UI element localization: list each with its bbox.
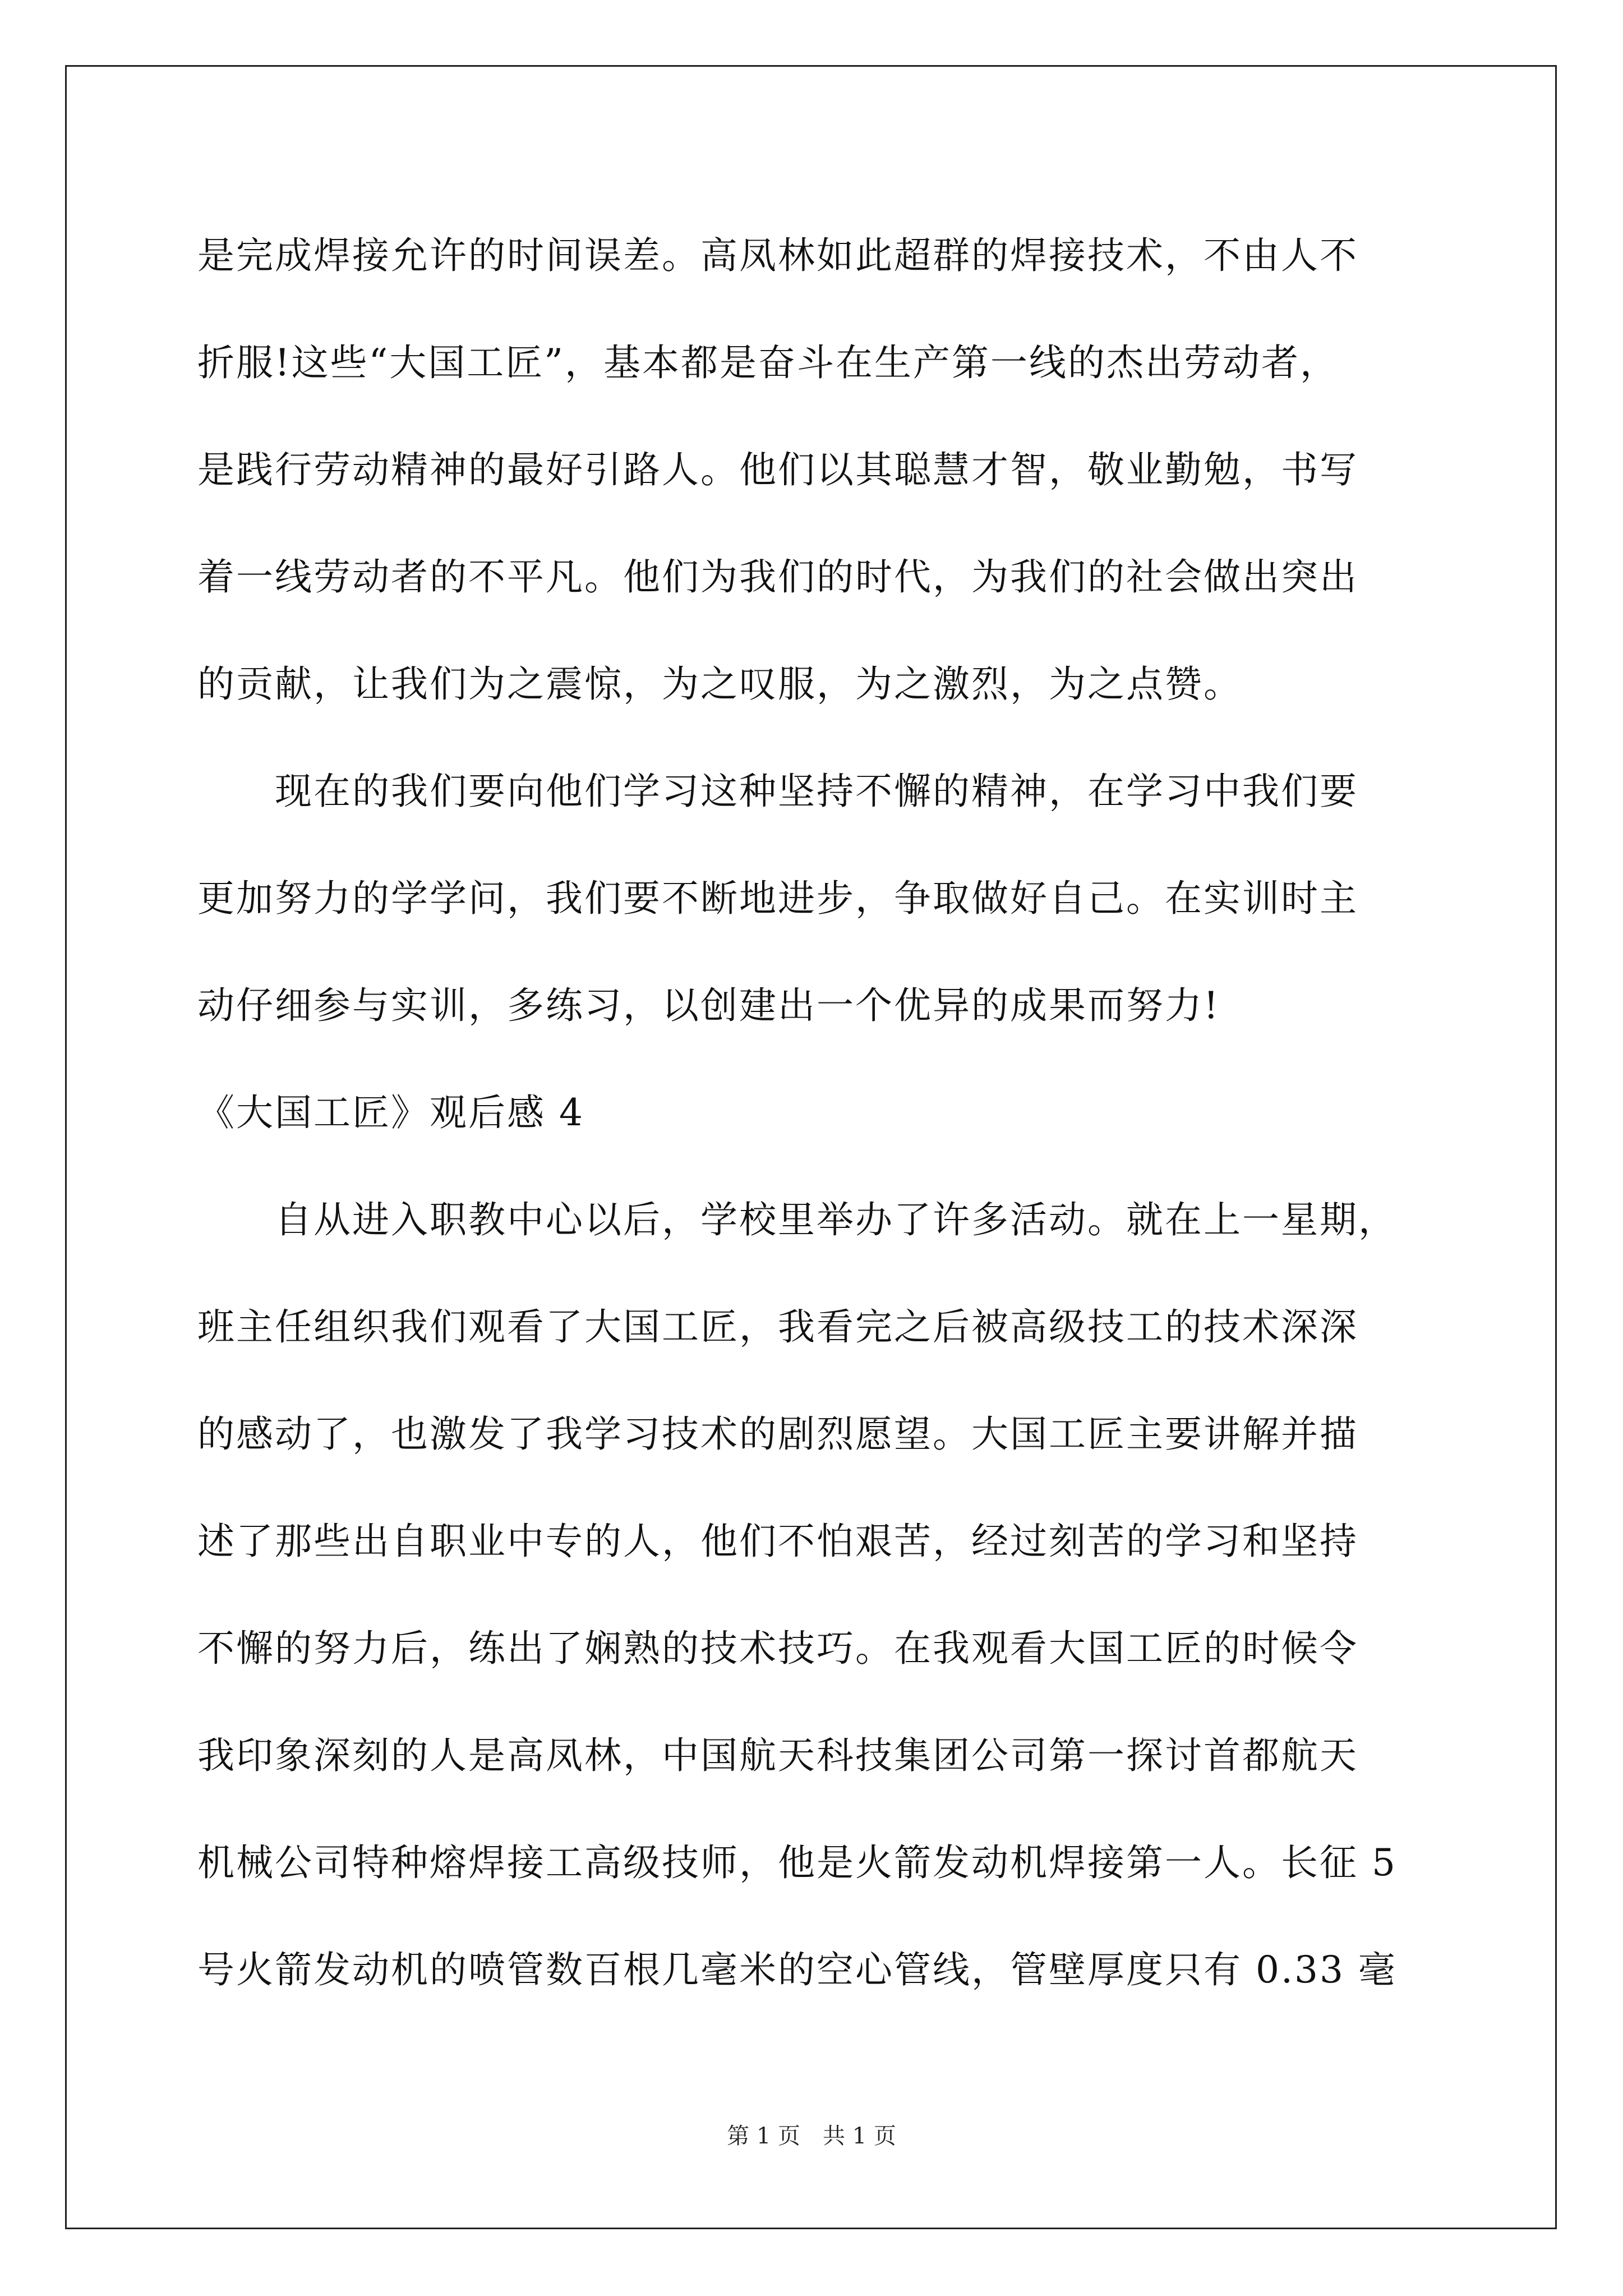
text-line: 班主任组织我们观看了大国工匠，我看完之后被高级技工的技术深深 xyxy=(197,1305,1358,1349)
text-line: 号火箭发动机的喷管数百根几毫米的空心管线，管壁厚度只有 0.33 毫 xyxy=(197,1948,1397,1991)
text-line: 述了那些出自职业中专的人，他们不怕艰苦，经过刻苦的学习和坚持 xyxy=(197,1520,1358,1563)
text-line: 自从进入职教中心以后，学校里举办了许多活动。就在上一星期， xyxy=(197,1198,1397,1241)
text-line: 是完成焊接允许的时间误差。高凤林如此超群的焊接技术，不由人不 xyxy=(197,234,1358,277)
text-line: 机械公司特种熔焊接工高级技师，他是火箭发动机焊接第一人。长征 5 xyxy=(197,1841,1397,1884)
text-line: 动仔细参与实训，多练习，以创建出一个优异的成果而努力! xyxy=(197,984,1220,1027)
text-line: 现在的我们要向他们学习这种坚持不懈的精神，在学习中我们要 xyxy=(197,770,1358,813)
text-line: 是践行劳动精神的最好引路人。他们以其聪慧才智，敬业勤勉，书写 xyxy=(197,448,1358,491)
section-heading: 《大国工匠》观后感 4 xyxy=(197,1091,584,1134)
text-line: 我印象深刻的人是高凤林，中国航天科技集团公司第一探讨首都航天 xyxy=(197,1734,1358,1777)
text-line: 不懈的努力后，练出了娴熟的技术技巧。在我观看大国工匠的时候令 xyxy=(197,1627,1358,1670)
text-line: 着一线劳动者的不平凡。他们为我们的时代，为我们的社会做出突出 xyxy=(197,555,1358,599)
text-line: 更加努力的学学问，我们要不断地进步，争取做好自己。在实训时主 xyxy=(197,877,1358,920)
text-line: 的贡献，让我们为之震惊，为之叹服，为之激烈，为之点赞。 xyxy=(197,662,1242,706)
text-line: 折服!这些“大国工匠”，基本都是奋斗在生产第一线的杰出劳动者， xyxy=(197,341,1339,384)
document-body xyxy=(197,202,1448,2023)
page-footer: 第 1 页 共 1 页 xyxy=(727,2123,896,2149)
text-line: 的感动了，也激发了我学习技术的剧烈愿望。大国工匠主要讲解并描 xyxy=(197,1412,1358,1456)
